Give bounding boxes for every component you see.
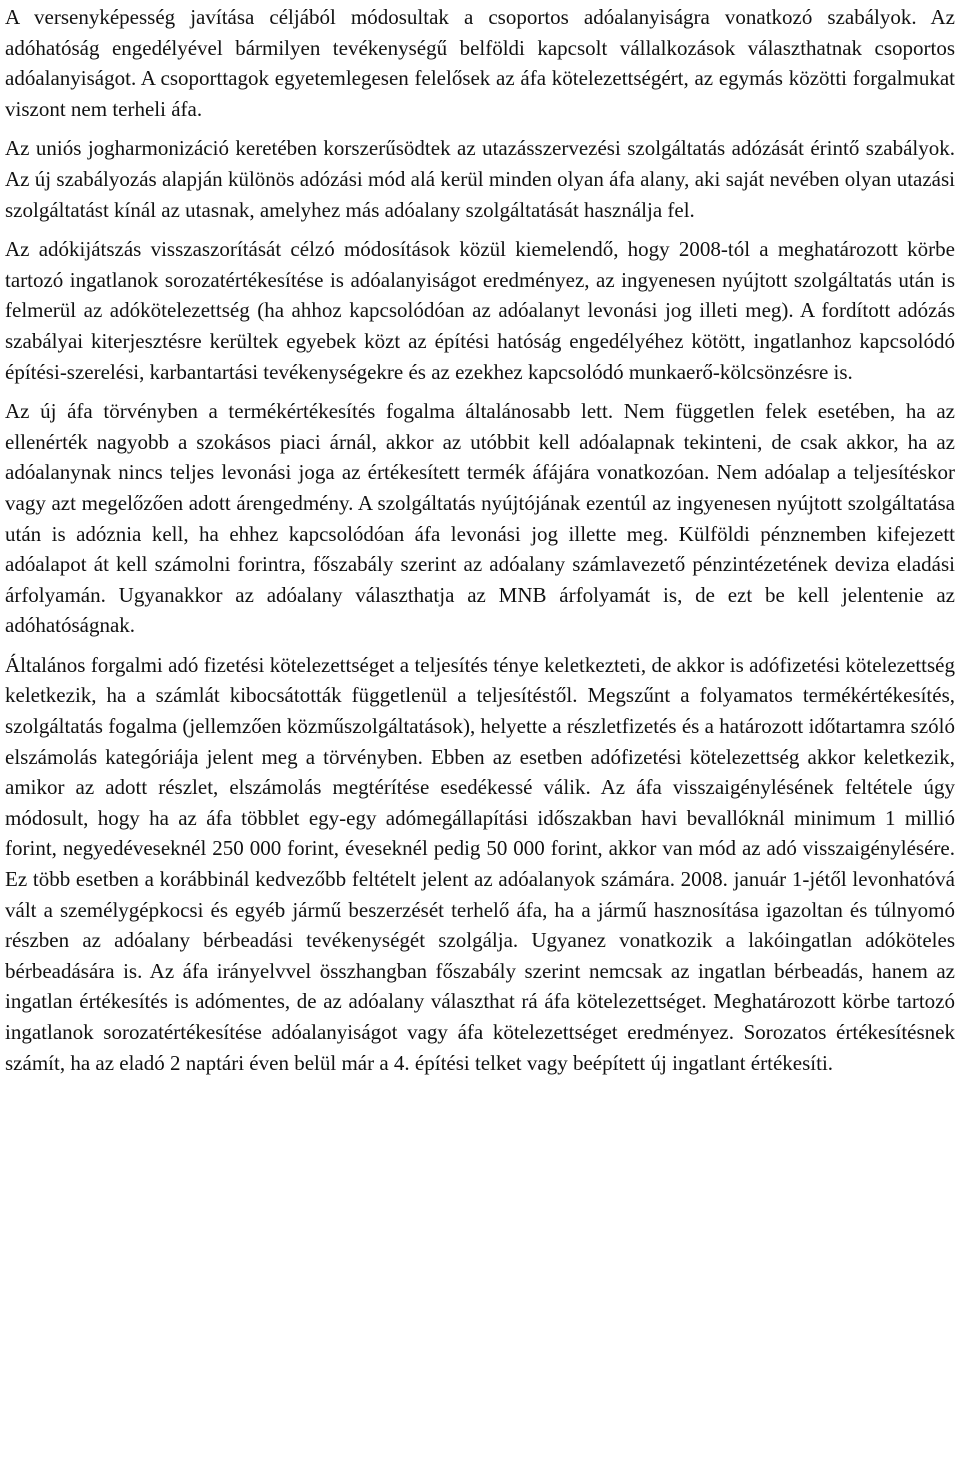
paragraph-tax-base: Az új áfa törvényben a termékértékesítés fogalma általánosabb lett. Nem független felek esetében, ha az ellenérték nagyobb a szokásos piaci árnál, akkor az utóbbit kell adóalapnak tekinteni, de csak akkor, ha az adóalanynak nincs teljes levonási joga az értékesített termék áfájára vonatkozóan. Nem adóalap a teljesítéskor vagy azt megelőzően adott árengedmény. A szolgáltatás nyújtójának ezentúl az ingyenesen nyújtott szolgáltatása után is adóznia kell, ha ehhez kapcsolódóan áfa levonási jog illette meg. Külföldi pénznemben kifejezett adóalapot át kell számolni forintra, főszabály szerint az adóalany számlavezető pénzintézetének deviza eladási árfolyamán. Ugyanakkor az adóalany választhatja az MNB árfolyamát is, de ezt be kell jelentenie az adóhatóságnak. [5,399,955,638]
paragraph-anti-evasion: Az adókijátszás visszaszorítását célzó módosítások közül kiemelendő, hogy 2008-tól a meghatározott körbe tartozó ingatlanok sorozatértékesítése is adóalanyiságot eredményez, az ingyenesen nyújtott szolgáltatás után is felmerül az adókötelezettség (ha ahhoz kapcsolódóan az adóalanyt levonási jog illeti meg). A fordított adózás szabályai kiterjesztésre kerültek egyebek közt az építési hatóság engedélyéhez kötött, ingatlanhoz kapcsolódó építési-szerelési, karbantartási tevékenységekre és az ezekhez kapcsolódó munkaerő-kölcsönzésre is. [5,237,955,384]
paragraph-travel-services: Az uniós jogharmonizáció keretében korszerűsödtek az utazásszervezési szolgáltatás adózását érintő szabályok. Az új szabályozás alapján különös adózási mód alá kerül minden olyan áfa alany, aki saját nevében olyan utazási szolgáltatást kínál az utasnak, amelyhez más adóalany szolgáltatását használja fel. [5,136,955,222]
paragraph-group-vat: A versenyképesség javítása céljából módosultak a csoportos adóalanyiságra vonatkozó szabályok. Az adóhatóság engedélyével bármilyen tevékenységű belföldi kapcsolt vállalkozások választhatnak csoportos adóalanyiságot. A csoporttagok egyetemlegesen felelősek az áfa kötelezettségért, az egymás közötti forgalmukat viszont nem terheli áfa. [5,5,955,121]
paragraph-payment-obligation: Általános forgalmi adó fizetési kötelezettséget a teljesítés ténye keletkezteti, de akkor is adófizetési kötelezettség keletkezik, ha a számlát kibocsátották függetlenül a teljesítéstől. Megszűnt a folyamatos termékértékesítés, szolgáltatás fogalma (jellemzően közműszolgáltatások), helyette a részletfizetés és a határozott időtartamra szóló elszámolás kategóriája jelent meg a törvényben. Ebben az esetben adófizetési kötelezettség akkor keletkezik, amikor az adott részlet, elszámolás megtérítése esedékessé válik. Az áfa visszaigénylésének feltétele úgy módosult, hogy ha az áfa többlet egy-egy adómegállapítási időszakban havi bevallóknál minimum 1 millió forint, negyedéveseknél 250 000 forint, éveseknél pedig 50 000 forint, akkor van mód az adó visszaigénylésére. Ez több esetben a korábbinál kedvezőbb feltételt jelent az adóalanyok számára. 2008. január 1-jétől levonhatóvá vált a személygépkocsi és egyéb jármű beszerzését terhelő áfa, ha a jármű hasznosítása igazoltan és túlnyomó részben az adóalany bérbeadási tevékenységét szolgálja. Ugyanez vonatkozik a lakóingatlan adóköteles bérbeadására is. Az áfa irányelvvel összhangban főszabály szerint nemcsak az ingatlan bérbeadás, hanem az ingatlan értékesítés is adómentes, de az adóalany választhat rá áfa kötelezettséget. Meghatározott körbe tartozó ingatlanok sorozatértékesítése adóalanyiságot vagy áfa kötelezettséget eredményez. Sorozatos értékesítésnek számít, ha az eladó 2 naptári éven belül már a 4. építési telket vagy beépített új ingatlant értékesíti. [5,652,955,1075]
